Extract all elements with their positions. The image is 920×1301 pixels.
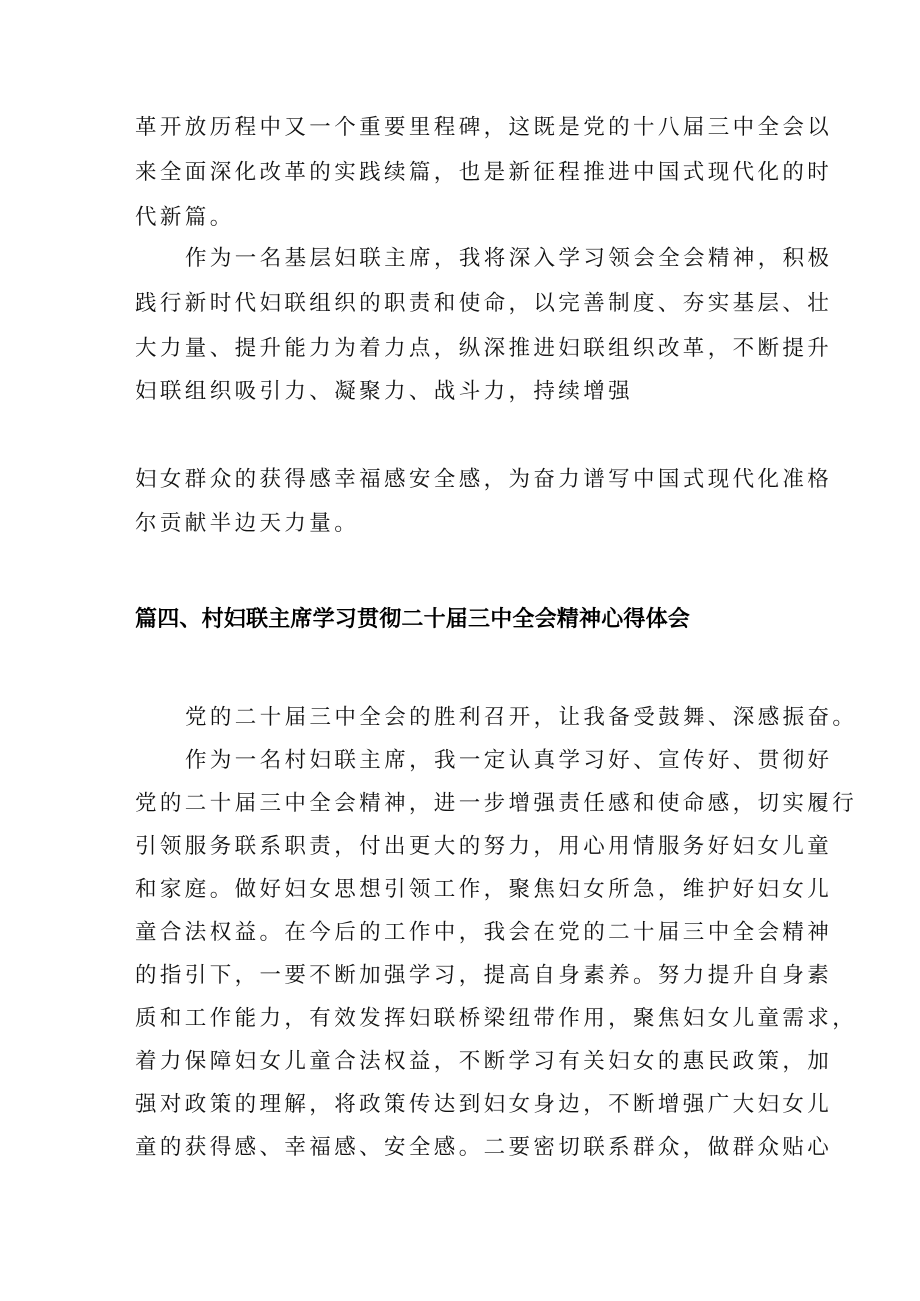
body-text-line: 妇女群众的获得感幸福感安全感，为奋力谱写中国式现代化准格 [135, 467, 833, 492]
body-text-line: 革开放历程中又一个重要里程碑，这既是党的十八届三中全会以 [135, 115, 833, 140]
body-text-line: 践行新时代妇联组织的职责和使命，以完善制度、夯实基层、壮 [135, 291, 833, 316]
body-text-line: 代新篇。 [135, 205, 235, 230]
body-text-line: 着力保障妇女儿童合法权益，不断学习有关妇女的惠民政策，加 [135, 1049, 833, 1074]
body-text-line: 和家庭。做好妇女思想引领工作，聚焦妇女所急，维护好妇女儿 [135, 877, 833, 902]
body-text-line: 童合法权益。在今后的工作中，我会在党的二十届三中全会精神 [135, 920, 833, 945]
body-text-line: 质和工作能力，有效发挥妇联桥梁纽带作用，聚焦妇女儿童需求， [135, 1006, 858, 1031]
body-text-line: 党的二十届三中全会精神，进一步增强责任感和使命感，切实履行 [135, 791, 858, 816]
body-text-line: 的指引下，一要不断加强学习，提高自身素养。努力提升自身素 [135, 963, 833, 988]
body-text-line: 童的获得感、幸福感、安全感。二要密切联系群众，做群众贴心 [135, 1135, 833, 1160]
body-text-line: 党的二十届三中全会的胜利召开，让我备受鼓舞、深感振奋。 [185, 705, 858, 730]
body-text-line: 引领服务联系职责，付出更大的努力，用心用情服务好妇女儿童 [135, 834, 833, 859]
body-text-line: 作为一名村妇联主席，我一定认真学习好、宣传好、贯彻好 [185, 748, 833, 773]
body-text-line: 大力量、提升能力为着力点，纵深推进妇联组织改革，不断提升 [135, 336, 833, 361]
section-heading: 篇四、村妇联主席学习贯彻二十届三中全会精神心得体会 [135, 607, 691, 632]
body-text-line: 作为一名基层妇联主席，我将深入学习领会全会精神，积极 [185, 246, 833, 271]
body-text-line: 妇联组织吸引力、凝聚力、战斗力，持续增强 [135, 379, 634, 404]
body-text-line: 来全面深化改革的实践续篇，也是新征程推进中国式现代化的时 [135, 160, 833, 185]
body-text-line: 强对政策的理解，将政策传达到妇女身边，不断增强广大妇女儿 [135, 1092, 833, 1117]
body-text-line: 尔贡献半边天力量。 [135, 511, 360, 536]
